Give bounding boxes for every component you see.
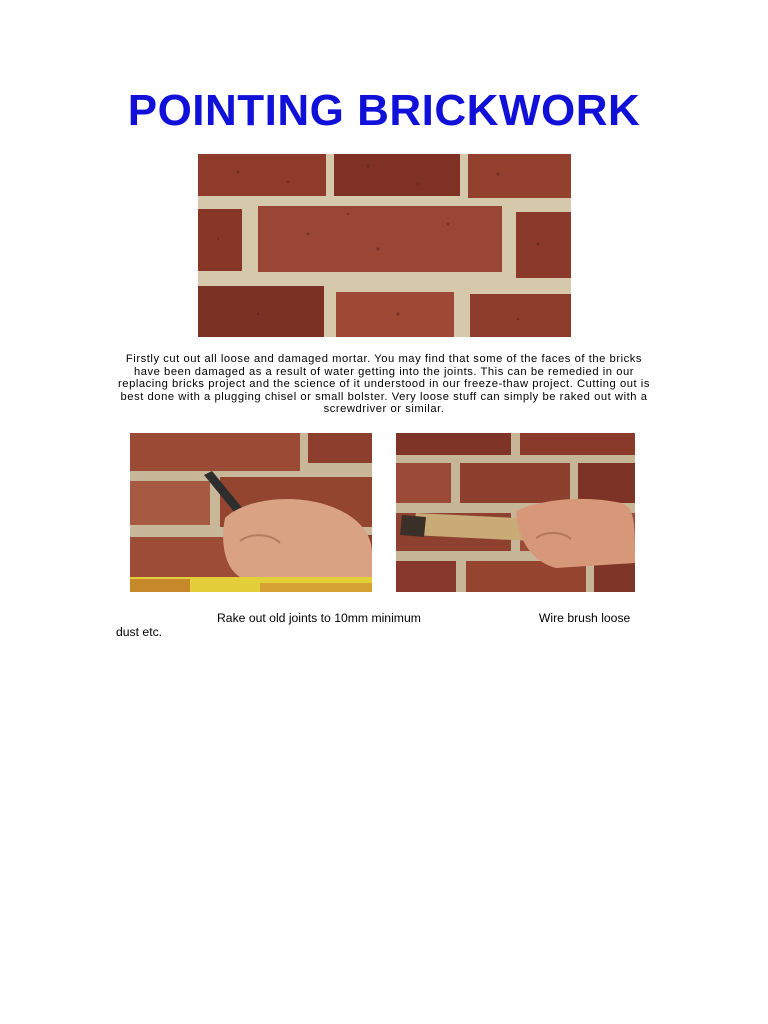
page-title: POINTING BRICKWORK bbox=[127, 86, 641, 135]
wire-brush-photo bbox=[396, 433, 635, 592]
brick-wall-photo bbox=[198, 154, 571, 337]
intro-paragraph: Firstly cut out all loose and damaged mortar. You may find that some of the faces of the bricks have been damaged as a result of water getting into the joints. This can be remedied in our replacing bricks project and the science of it understood in our freeze-thaw project. Cutting out is best done with a plugging chisel or small bolster. Very loose stuff can simply be raked out with a screwdriver or similar. bbox=[118, 353, 650, 416]
caption-wire-brush: Wire brush loose dust etc. bbox=[116, 611, 631, 639]
rake-out-joints-photo bbox=[130, 433, 372, 592]
photo-captions bbox=[116, 611, 656, 639]
caption-rake-out: Rake out old joints to 10mm minimum bbox=[217, 611, 421, 625]
